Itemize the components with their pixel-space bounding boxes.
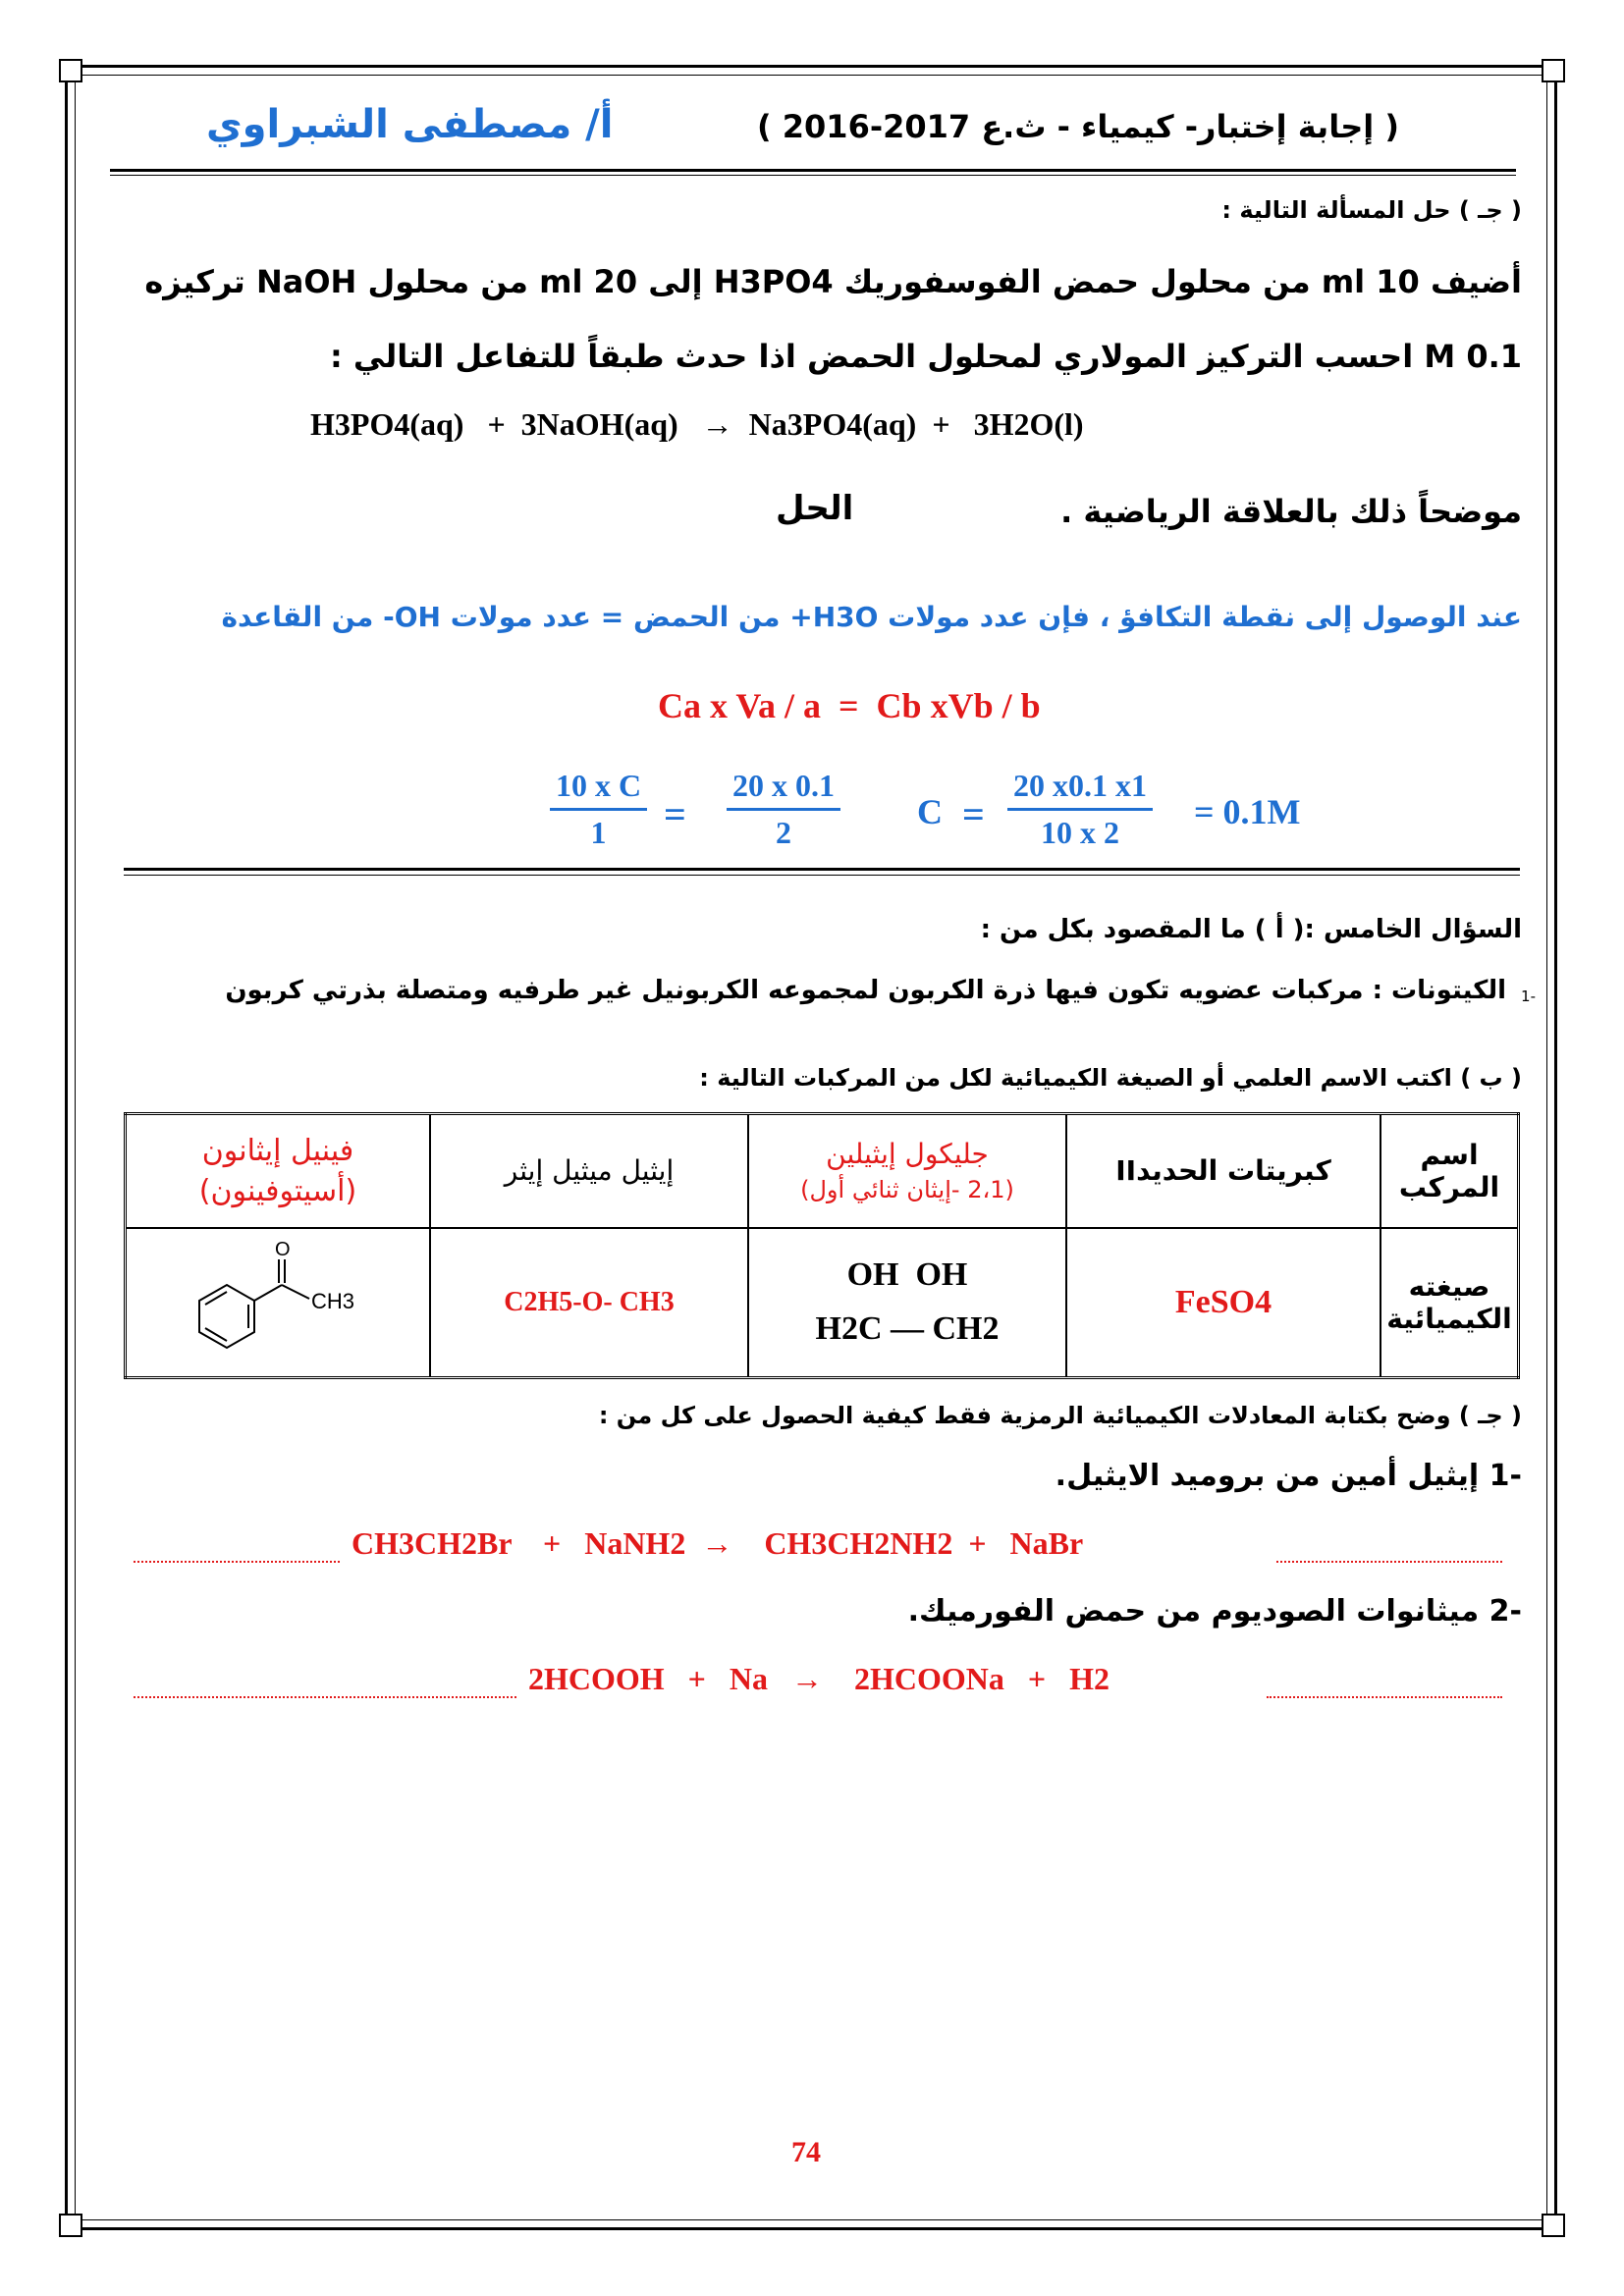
calc-result: = 0.1M [1194,792,1301,831]
q5-b-label: ( ب ) اكتب الاسم العلمي أو الصيغة الكيميائية لكل من المركبات التالية : [699,1064,1522,1092]
item-2: -2 ميثانوات الصوديوم من حمض الفورميك. [907,1594,1522,1629]
calc-fraction-3 [1007,768,1153,851]
def-number: -1 [1521,988,1536,1005]
q5-c-label: ( جـ ) وضح بكتابة المعادلات الكيميائية الرمزية فقط كيفية الحصول على كل من : [598,1402,1522,1429]
svg-text:CH3: CH3 [311,1289,355,1314]
problem-label: ( جـ ) حل المسألة التالية : [1221,196,1522,224]
table-row [126,1228,1519,1378]
q5-label: السؤال الخامس :( أ ) ما المقصود بكل من : [980,915,1522,944]
corner-ornament [59,2214,82,2237]
equals-sign-2: = [962,792,985,836]
equation-2: 2HCOOH + Na → 2HCOONa + H2 [528,1661,1110,1696]
calc-fraction-2 [727,768,840,851]
section-rule-thin [124,875,1520,876]
page-title: ( إجابة إختبار- كيمياء - ث.ع 2017-2016 ) [757,108,1399,145]
cell-formula-4 [126,1228,431,1378]
cell-name-4-b: (أسيتوفينون) [198,1173,357,1208]
problem-line-2: 0.1 M احسب التركيز المولاري لمحلول الحمض اذا حدث طبقاً للتفاعل التالي : [329,338,1522,375]
cell-name-4-a: فينيل إيثانون [201,1133,354,1168]
row-header-formula: صيغته الكيميائية [1380,1228,1519,1378]
cell-name-1: كبريتات الحديدII [1066,1114,1380,1228]
equation-1: CH3CH2Br + NaNH2 → CH3CH2NH2 + NaBr [352,1525,1084,1561]
row-header-name: اسم المركب [1380,1114,1519,1228]
item-1: -1 إيثيل أمين من بروميد الايثيل. [1055,1459,1522,1493]
cell-name-2-a: جليكول إيثيلين [826,1138,989,1171]
frac3-denominator: 10 x 2 [1041,815,1119,850]
frac3-numerator: 20 x0.1 x1 [1007,768,1153,811]
corner-ornament [59,59,82,82]
author-name: أ/ مصطفى الشبراوي [206,102,614,147]
page-number: 74 [791,2136,821,2168]
cell-formula-1: FeSO4 [1066,1228,1380,1378]
problem-line-1: أضيف 10 ml من محلول حمض الفوسفوريك H3PO4 إلى 20 ml من محلول NaOH تركيزه [144,263,1522,300]
corner-ornament [1542,59,1565,82]
problem-line-3: موضحاً ذلك بالعلاقة الرياضية . [1060,493,1522,530]
compounds-table [124,1112,1520,1379]
corner-ornament [1542,2214,1565,2237]
cell-name-3: إيثيل ميثيل إيثر [430,1114,748,1228]
dotted-fill [1267,1696,1502,1698]
calc-fraction-1 [550,768,647,851]
dotted-fill [134,1696,516,1698]
cell-name-4 [126,1114,431,1228]
dotted-fill [134,1561,340,1563]
reaction-equation: H3PO4(aq) + 3NaOH(aq) → Na3PO4(aq) + 3H2O(l) [310,406,1084,442]
equivalence-note: عند الوصول إلى نقطة التكافؤ ، فإن عدد مولات H3O+ من الحمض = عدد مولات OH- من القاعدة [221,601,1522,633]
frac2-denominator: 2 [776,815,791,850]
equals-sign: = [664,792,686,836]
titration-formula: Ca x Va / a = Cb xVb / b [658,686,1041,725]
glycol-bonds [750,1296,1064,1309]
solution-label: الحل [776,489,854,528]
acetophenone-structure [170,1240,386,1358]
frac1-denominator: 1 [590,815,607,850]
c-label: C [917,792,943,831]
section-rule [124,868,1520,871]
cell-name-2 [748,1114,1066,1228]
dotted-fill [1276,1561,1502,1563]
table-row [126,1114,1519,1228]
cell-name-2-b: (2،1 -إيثان ثنائي أول) [800,1176,1014,1204]
cell-formula-3: C2H5-O- CH3 [430,1228,748,1378]
cell-formula-2 [748,1228,1066,1378]
glycol-top: OH OH [846,1255,968,1293]
frac1-numerator: 10 x C [550,768,647,811]
glycol-bottom: H2C — CH2 [815,1309,1000,1347]
frac2-numerator: 20 x 0.1 [727,768,840,811]
header-rule-thin [110,175,1516,176]
header-rule [110,169,1516,172]
ketones-definition: الكيتونات : مركبات عضويه تكون فيها ذرة الكربون لمجموعه الكربونيل غير طرفيه ومتصلة بذرتي كربون [225,976,1506,1005]
svg-text:O: O [275,1240,291,1261]
